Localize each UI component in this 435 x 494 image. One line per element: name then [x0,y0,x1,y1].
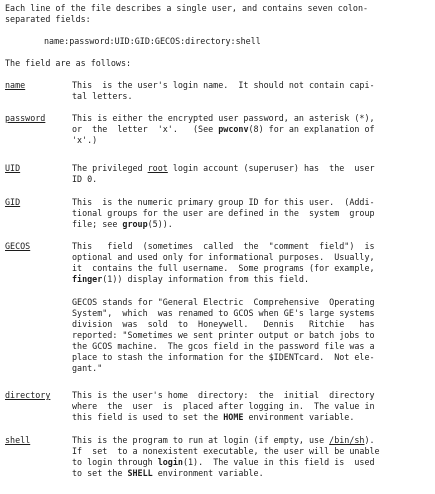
text-segment: (8) for an explanation of [248,124,375,134]
field-desc-line: This field (sometimes called the "comment field") is [72,241,375,251]
text-segment: to set the [72,468,128,478]
fields-heading: The field are as follows: [5,58,132,68]
text-segment: file; see [72,219,123,229]
format-line: name:password:UID:GID:GECOS:directory:shell [44,36,261,46]
field-desc-line: This is either the encrypted user password, an asterisk (*), [72,113,375,123]
field-desc-line: it contains the full username. Some programs (for example, [72,263,375,273]
env-var-home: HOME [223,412,244,422]
text-segment: (1)) display information from this field. [102,274,309,284]
field-desc-line [72,468,264,479]
text-segment: (5)). [147,219,173,229]
field-desc-line [72,219,173,230]
field-desc-line: This is the user's home directory: the initial directory [72,390,375,400]
field-desc-line: place to stash the information for the $IDENTcard. Not ele- [72,352,375,362]
env-var-shell: SHELL [127,468,153,478]
field-desc-line: This is the numeric primary group ID for this user. (Addi- [72,197,375,207]
field-term-uid: UID [5,163,21,173]
field-desc-line: 'x'.) [72,135,98,145]
text-segment: login account (superuser) has the user [167,163,375,173]
text-segment: This is the program to run at login (if empty, use [72,435,330,445]
field-desc-line [72,124,375,135]
field-desc-line: If set to a nonexistent executable, the user will be unable [72,446,380,456]
intro-line: separated fields: [5,14,91,24]
field-desc-line: gant." [72,363,103,373]
field-desc-line [72,457,375,468]
field-desc-line: where the user is placed after logging in. The value in [72,401,375,411]
text-segment: The privileged [72,163,148,173]
field-desc-line: the GCOS machine. The gcos field in the password file was a [72,341,375,351]
field-term-name: name [5,80,26,90]
field-desc-line: reported: "Sometimes we sent printer output or batch jobs to [72,330,375,340]
text-segment: (1). The value in this field is used [182,457,375,467]
field-desc-line [72,412,354,423]
man-ref-pwconv: pwconv [218,124,249,134]
field-desc-line: ID 0. [72,174,98,184]
field-desc-line [72,274,309,285]
path-bin-sh: /bin/sh [329,435,365,445]
text-segment: this field is used to set the [72,412,224,422]
field-desc-line: optional and used only for informational purposes. Usually, [72,252,375,262]
field-term-password: password [5,113,46,123]
field-term-gecos: GECOS [5,241,31,251]
field-desc-line [72,163,375,174]
text-segment: to login through [72,457,158,467]
text-segment: or the letter 'x'. (See [72,124,219,134]
text-segment: environment variable. [243,412,355,422]
field-desc-line: System", which was renamed to GCOS when GE's large systems [72,308,375,318]
man-ref-finger: finger [72,274,103,284]
field-term-shell: shell [5,435,31,445]
text-segment: ). [364,435,375,445]
man-ref-group: group [122,219,148,229]
field-desc-line: tional groups for the user are defined in the system group [72,208,375,218]
field-term-directory: directory [5,390,51,400]
root-term: root [147,163,168,173]
man-ref-login: login [157,457,183,467]
field-desc-line: This is the user's login name. It should not contain capi- [72,80,375,90]
intro-line: Each line of the file describes a single user, and contains seven colon- [5,3,369,13]
field-desc-line: tal letters. [72,91,133,101]
field-desc-line [72,435,375,446]
field-desc-line: division was sold to Honeywell. Dennis Ritchie has [72,319,375,329]
text-segment: environment variable. [152,468,264,478]
field-term-gid: GID [5,197,21,207]
field-desc-line: GECOS stands for "General Electric Comprehensive Operating [72,297,375,307]
